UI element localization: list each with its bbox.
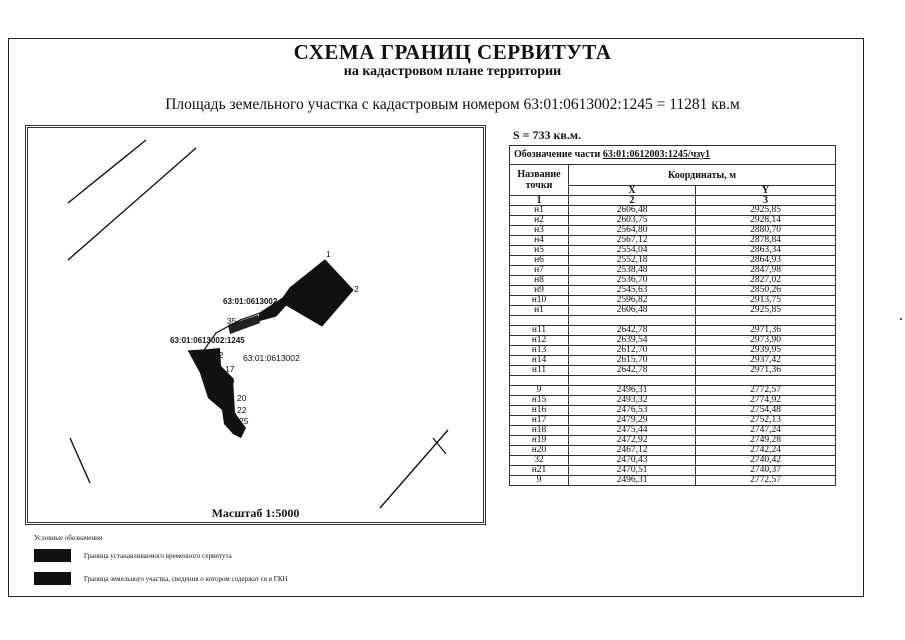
table-row — [510, 276, 836, 286]
cell-x: 2639,54 — [569, 336, 696, 346]
cell-y: 2752,13 — [696, 416, 836, 426]
table-row — [510, 296, 836, 306]
cell-x: 2496,31 — [569, 476, 696, 486]
cadastral-map — [28, 128, 483, 522]
table-row — [510, 466, 836, 476]
point-label: 20 — [237, 393, 247, 403]
legend-label-easement: Граница устанавливаемого временного сервитута — [84, 552, 232, 560]
point-label: 22 — [237, 405, 247, 415]
cell-y: 2754,48 — [696, 406, 836, 416]
cell-point: н13 — [510, 346, 569, 356]
cell-x: 2615,70 — [569, 356, 696, 366]
point-label: 2 — [354, 284, 359, 294]
table-row — [510, 306, 836, 316]
table-row — [510, 216, 836, 226]
cell-point: н6 — [510, 256, 569, 266]
cell-point: н12 — [510, 336, 569, 346]
cell-y: 2925,85 — [696, 206, 836, 216]
table-row — [510, 266, 836, 276]
cell-point: н3 — [510, 226, 569, 236]
cell-x: 2479,29 — [569, 416, 696, 426]
cell-x: 2475,44 — [569, 426, 696, 436]
cell-y: 2864,93 — [696, 256, 836, 266]
cell-x: 2606,48 — [569, 206, 696, 216]
cell-point: н19 — [510, 436, 569, 446]
cell-point — [510, 316, 569, 326]
cell-y: 2863,34 — [696, 246, 836, 256]
cell-x: 2606,48 — [569, 306, 696, 316]
cell-y: 2913,75 — [696, 296, 836, 306]
point-label: 1 — [326, 249, 331, 259]
road-line — [68, 140, 146, 203]
col-number: 2 — [569, 196, 696, 206]
cell-x: 2476,53 — [569, 406, 696, 416]
map-panel — [25, 125, 486, 525]
table-row — [510, 436, 836, 446]
cell-y: 2749,28 — [696, 436, 836, 446]
legend-swatch-parcel — [34, 572, 71, 585]
cell-y: 2878,84 — [696, 236, 836, 246]
coordinates-table — [509, 145, 836, 486]
cell-x: 2493,32 — [569, 396, 696, 406]
part-caption: Обозначение части — [514, 149, 601, 160]
map-scale: Масштаб 1:5000 — [211, 506, 300, 520]
cell-y — [696, 316, 836, 326]
cell-y: 2772,57 — [696, 476, 836, 486]
cell-point: н14 — [510, 356, 569, 366]
page-subtitle: на кадастровом плане территории — [343, 64, 562, 79]
cell-x: 2538,48 — [569, 266, 696, 276]
map-label-block-b: 63:01:0613002 — [243, 353, 300, 363]
table-row — [510, 446, 836, 456]
road-line — [68, 148, 196, 260]
legend-title: Условные обозначения — [34, 534, 103, 542]
cell-point: 32 — [510, 456, 569, 466]
cell-x: 2552,18 — [569, 256, 696, 266]
col-number: 1 — [510, 196, 569, 206]
cell-x: 2612,70 — [569, 346, 696, 356]
cell-x: 2642,78 — [569, 326, 696, 336]
cell-point: н5 — [510, 246, 569, 256]
stray-dot — [900, 318, 902, 320]
easement-zone-upper — [258, 260, 353, 326]
cell-y: 2880,70 — [696, 226, 836, 236]
table-row — [510, 376, 836, 386]
col-header-name: Название точки — [510, 165, 569, 196]
point-label: 17 — [225, 364, 235, 374]
cell-point: н9 — [510, 286, 569, 296]
cell-y: 2850,26 — [696, 286, 836, 296]
cell-x: 2470,43 — [569, 456, 696, 466]
cell-y: 2774,92 — [696, 396, 836, 406]
table-row — [510, 346, 836, 356]
cell-y: 2925,85 — [696, 306, 836, 316]
cell-x: 2536,70 — [569, 276, 696, 286]
cell-point — [510, 376, 569, 386]
part-caption-cell — [510, 146, 836, 165]
cell-x: 2596,82 — [569, 296, 696, 306]
point-label: 25 — [239, 416, 249, 426]
cell-point: н2 — [510, 216, 569, 226]
cell-y: 2971,36 — [696, 366, 836, 376]
cell-point: н1 — [510, 206, 569, 216]
easement-area: S = 733 кв.м. — [513, 128, 582, 142]
table-row — [510, 206, 836, 216]
cell-x: 2467,12 — [569, 446, 696, 456]
cell-y: 2742,24 — [696, 446, 836, 456]
table-row — [510, 386, 836, 396]
cell-y: 2847,98 — [696, 266, 836, 276]
cell-point: н17 — [510, 416, 569, 426]
cell-y — [696, 376, 836, 386]
cell-x: 2470,51 — [569, 466, 696, 476]
table-row — [510, 226, 836, 236]
table-row — [510, 476, 836, 486]
legend-label-parcel: Граница земельного участка, сведения о котором содержат ся в ГКН — [84, 575, 288, 583]
table-row — [510, 416, 836, 426]
point-label: 35 — [227, 316, 237, 326]
cell-point: н10 — [510, 296, 569, 306]
cell-x: 2496,31 — [569, 386, 696, 396]
col-header-coords: Координаты, м — [569, 165, 836, 186]
col-header-x: X — [569, 186, 696, 196]
cell-x: 2564,80 — [569, 226, 696, 236]
parcel-area-line: Площадь земельного участка с кадастровым номером 63:01:0613002:1245 = 11281 кв.м — [165, 96, 740, 113]
cell-x — [569, 316, 696, 326]
point-label: 12 — [214, 350, 224, 360]
cell-point: 9 — [510, 476, 569, 486]
map-label-parcel: 63:01:0613002:1245 — [170, 336, 245, 345]
legend-swatch-easement — [34, 549, 71, 562]
table-row — [510, 336, 836, 346]
cell-point: н21 — [510, 466, 569, 476]
point-label: 19 — [225, 376, 235, 386]
cell-y: 2740,42 — [696, 456, 836, 466]
col-number: 3 — [696, 196, 836, 206]
cell-point: н20 — [510, 446, 569, 456]
cell-point: н11 — [510, 326, 569, 336]
table-row — [510, 396, 836, 406]
map-label-block-a: 63:01:0613002 — [223, 297, 278, 306]
road-line — [380, 430, 448, 508]
cell-y: 2939,95 — [696, 346, 836, 356]
cell-y: 2973,90 — [696, 336, 836, 346]
col-header-y: Y — [696, 186, 836, 196]
cell-point: н16 — [510, 406, 569, 416]
table-row — [510, 246, 836, 256]
page-title: СХЕМА ГРАНИЦ СЕРВИТУТА — [293, 40, 612, 64]
cell-y: 2937,42 — [696, 356, 836, 366]
cell-y: 2971,36 — [696, 326, 836, 336]
cell-point: н15 — [510, 396, 569, 406]
table-row — [510, 256, 836, 266]
cell-point: н11 — [510, 366, 569, 376]
table-row — [510, 366, 836, 376]
cell-y: 2827,02 — [696, 276, 836, 286]
table-row — [510, 356, 836, 366]
cell-point: 9 — [510, 386, 569, 396]
part-id: 63:01:0612003:1245/чзу1 — [602, 149, 711, 160]
cell-y: 2747,24 — [696, 426, 836, 436]
table-row — [510, 286, 836, 296]
table-row — [510, 426, 836, 436]
cell-y: 2740,37 — [696, 466, 836, 476]
table-row — [510, 456, 836, 466]
cell-point: н7 — [510, 266, 569, 276]
cell-point: н18 — [510, 426, 569, 436]
cell-y: 2928,14 — [696, 216, 836, 226]
cell-x: 2472,92 — [569, 436, 696, 446]
table-row — [510, 406, 836, 416]
cell-x: 2554,04 — [569, 246, 696, 256]
table-row — [510, 326, 836, 336]
cell-x — [569, 376, 696, 386]
cell-y: 2772,57 — [696, 386, 836, 396]
cell-point: н4 — [510, 236, 569, 246]
cell-x: 2603,75 — [569, 216, 696, 226]
cell-x: 2642,78 — [569, 366, 696, 376]
table-row — [510, 236, 836, 246]
cell-x: 2567,12 — [569, 236, 696, 246]
road-line — [70, 438, 90, 483]
cell-x: 2545,63 — [569, 286, 696, 296]
cell-point: н1 — [510, 306, 569, 316]
cell-point: н8 — [510, 276, 569, 286]
table-row — [510, 316, 836, 326]
